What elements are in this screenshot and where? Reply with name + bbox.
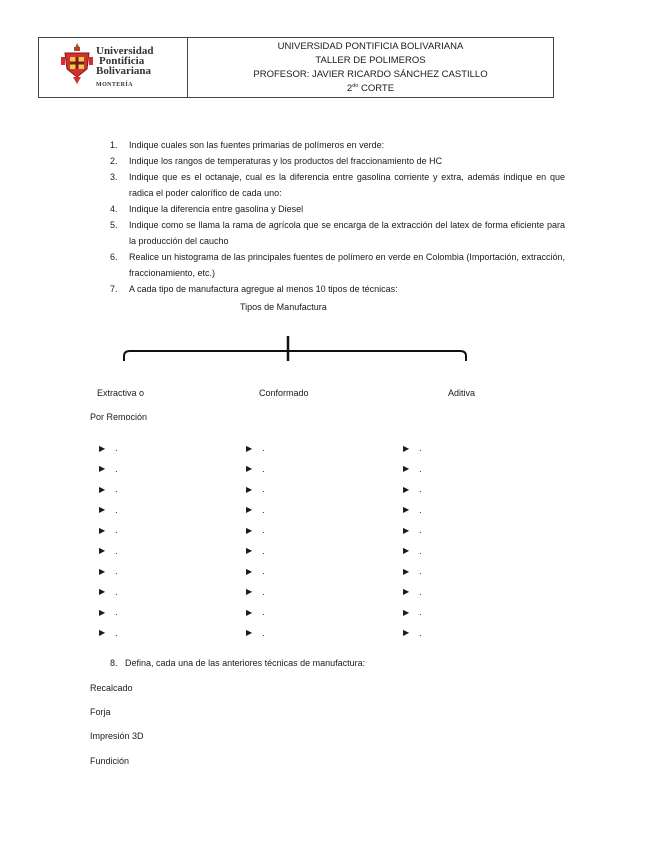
bullet-item	[246, 438, 265, 459]
header-title-block	[188, 38, 553, 97]
bullet-item	[99, 582, 118, 603]
bullet-item	[246, 561, 265, 582]
bullet-blank: .	[115, 545, 118, 556]
bullet-item	[246, 602, 265, 623]
bullet-blank: .	[419, 627, 422, 638]
logo-line-1: Universidad	[96, 45, 154, 57]
bullet-item	[246, 623, 265, 644]
header-professor: PROFESOR: JAVIER RICARDO SÁNCHEZ CASTILLO	[253, 69, 488, 80]
triangle-bullet-icon: ▶	[403, 484, 410, 494]
question-item: 4. Indique la diferencia entre gasolina y Diesel	[110, 204, 304, 214]
bullet-blank: .	[115, 525, 118, 536]
triangle-bullet-icon: ▶	[403, 505, 410, 515]
bullet-blank: .	[419, 463, 422, 474]
question-item: 5. Indique como se llama la rama de agrícola que se encarga de la extracción del latex de forma eficiente para la producción del caucho	[110, 220, 565, 246]
triangle-bullet-icon: ▶	[403, 607, 410, 617]
bullet-blank: .	[419, 443, 422, 454]
bullet-blank: .	[419, 484, 422, 495]
question-item: 3. Indique que es el octanaje, cual es la diferencia entre gasolina corriente y extra, además indique en que radica el poder calorífico de cada uno:	[110, 172, 565, 198]
bullet-blank: .	[262, 545, 265, 556]
triangle-bullet-icon: ▶	[99, 607, 106, 617]
bullet-blank: .	[262, 484, 265, 495]
bullet-item	[403, 438, 422, 459]
bullet-item	[246, 459, 265, 480]
logo-line-2: Pontificia	[99, 55, 145, 67]
bullet-column-conformado	[246, 438, 265, 643]
bullet-blank: .	[115, 504, 118, 515]
bullet-blank: .	[262, 443, 265, 454]
bullet-blank: .	[419, 607, 422, 618]
bullet-blank: .	[419, 525, 422, 536]
triangle-bullet-icon: ▶	[99, 484, 106, 494]
term-forja: Forja	[90, 707, 111, 717]
question-item: 6. Realice un histograma de las principales fuentes de polímero en verde en Colombia (Importación, extracción, fraccionamiento, etc.)	[110, 252, 565, 278]
triangle-bullet-icon: ▶	[246, 525, 253, 535]
bullet-item	[99, 479, 118, 500]
bullet-blank: .	[262, 525, 265, 536]
bullet-blank: .	[115, 607, 118, 618]
bullet-item	[246, 582, 265, 603]
triangle-bullet-icon: ▶	[246, 546, 253, 556]
bullet-item	[99, 541, 118, 562]
triangle-bullet-icon: ▶	[246, 607, 253, 617]
triangle-bullet-icon: ▶	[99, 525, 106, 535]
triangle-bullet-icon: ▶	[99, 464, 106, 474]
university-crest-icon	[61, 43, 93, 85]
bullet-item	[99, 602, 118, 623]
question-item: 2. Indique los rangos de temperaturas y los productos del fraccionamiento de HC	[110, 156, 443, 166]
bullet-blank: .	[115, 566, 118, 577]
triangle-bullet-icon: ▶	[403, 566, 410, 576]
triangle-bullet-icon: ▶	[246, 505, 253, 515]
term-impresion-3d: Impresión 3D	[90, 731, 144, 741]
bullet-blank: .	[115, 463, 118, 474]
bullet-blank: .	[419, 586, 422, 597]
triangle-bullet-icon: ▶	[99, 566, 106, 576]
bullet-item	[99, 561, 118, 582]
header-corte: $2^{do}$ CORTE	[346, 82, 395, 94]
bullet-item	[99, 623, 118, 644]
triangle-bullet-icon: ▶	[99, 443, 106, 453]
triangle-bullet-icon: ▶	[403, 546, 410, 556]
bullet-item	[246, 541, 265, 562]
logo-city: MONTERÍA	[96, 82, 133, 88]
diagram-title: Tipos de Manufactura	[240, 302, 327, 312]
bullet-item	[99, 438, 118, 459]
category-extractiva-line2: Por Remoción	[90, 412, 148, 422]
triangle-bullet-icon: ▶	[403, 464, 410, 474]
bullet-blank: .	[115, 484, 118, 495]
triangle-bullet-icon: ▶	[403, 443, 410, 453]
triangle-bullet-icon: ▶	[246, 566, 253, 576]
category-brace	[118, 334, 472, 364]
triangle-bullet-icon: ▶	[403, 525, 410, 535]
triangle-bullet-icon: ▶	[403, 587, 410, 597]
bullet-blank: .	[115, 627, 118, 638]
bullet-item	[403, 459, 422, 480]
category-aditiva: Aditiva	[448, 388, 476, 398]
category-conformado: Conformado	[259, 388, 309, 398]
triangle-bullet-icon: ▶	[99, 546, 106, 556]
bullet-item	[403, 602, 422, 623]
bullet-item	[403, 520, 422, 541]
bullet-blank: .	[262, 607, 265, 618]
triangle-bullet-icon: ▶	[246, 587, 253, 597]
question-item: 7. A cada tipo de manufactura agregue al menos 10 tipos de técnicas:	[110, 284, 398, 294]
term-recalcado: Recalcado	[90, 683, 133, 693]
bullet-column-extractiva	[99, 438, 118, 643]
question-8: 8. Defina, cada una de las anteriores técnicas de manufactura:	[110, 658, 366, 668]
bullet-blank: .	[115, 443, 118, 454]
bullet-item	[99, 500, 118, 521]
triangle-bullet-icon: ▶	[246, 628, 253, 638]
bullet-item	[403, 582, 422, 603]
triangle-bullet-icon: ▶	[99, 628, 106, 638]
bullet-item	[403, 623, 422, 644]
bullet-blank: .	[262, 504, 265, 515]
bullet-blank: .	[419, 566, 422, 577]
triangle-bullet-icon: ▶	[246, 443, 253, 453]
question-list	[110, 137, 565, 297]
bullet-blank: .	[262, 463, 265, 474]
bullet-item	[246, 479, 265, 500]
bullet-blank: .	[262, 566, 265, 577]
term-fundicion: Fundición	[90, 756, 130, 766]
bullet-item	[403, 479, 422, 500]
triangle-bullet-icon: ▶	[403, 628, 410, 638]
bullet-blank: .	[262, 627, 265, 638]
bullet-blank: .	[262, 586, 265, 597]
bullet-item	[246, 520, 265, 541]
bullet-item	[403, 561, 422, 582]
triangle-bullet-icon: ▶	[99, 505, 106, 515]
bullet-item	[403, 500, 422, 521]
triangle-bullet-icon: ▶	[246, 484, 253, 494]
bullet-blank: .	[419, 504, 422, 515]
category-extractiva: Extractiva o	[97, 388, 145, 398]
bullet-item	[99, 459, 118, 480]
header-course: TALLER DE POLIMEROS	[315, 55, 426, 66]
bullet-blank: .	[115, 586, 118, 597]
header-university: UNIVERSIDAD PONTIFICIA BOLIVARIANA	[277, 41, 464, 52]
question-item: 1. Indique cuales son las fuentes primarias de polímeros en verde:	[110, 140, 385, 150]
bullet-column-aditiva	[403, 438, 422, 643]
bullet-item	[403, 541, 422, 562]
bullet-item	[246, 500, 265, 521]
bullet-blank: .	[419, 545, 422, 556]
university-logo	[39, 38, 188, 97]
triangle-bullet-icon: ▶	[246, 464, 253, 474]
logo-line-3: Bolivariana	[96, 65, 152, 77]
bullet-item	[99, 520, 118, 541]
document-header	[38, 37, 554, 98]
triangle-bullet-icon: ▶	[99, 587, 106, 597]
